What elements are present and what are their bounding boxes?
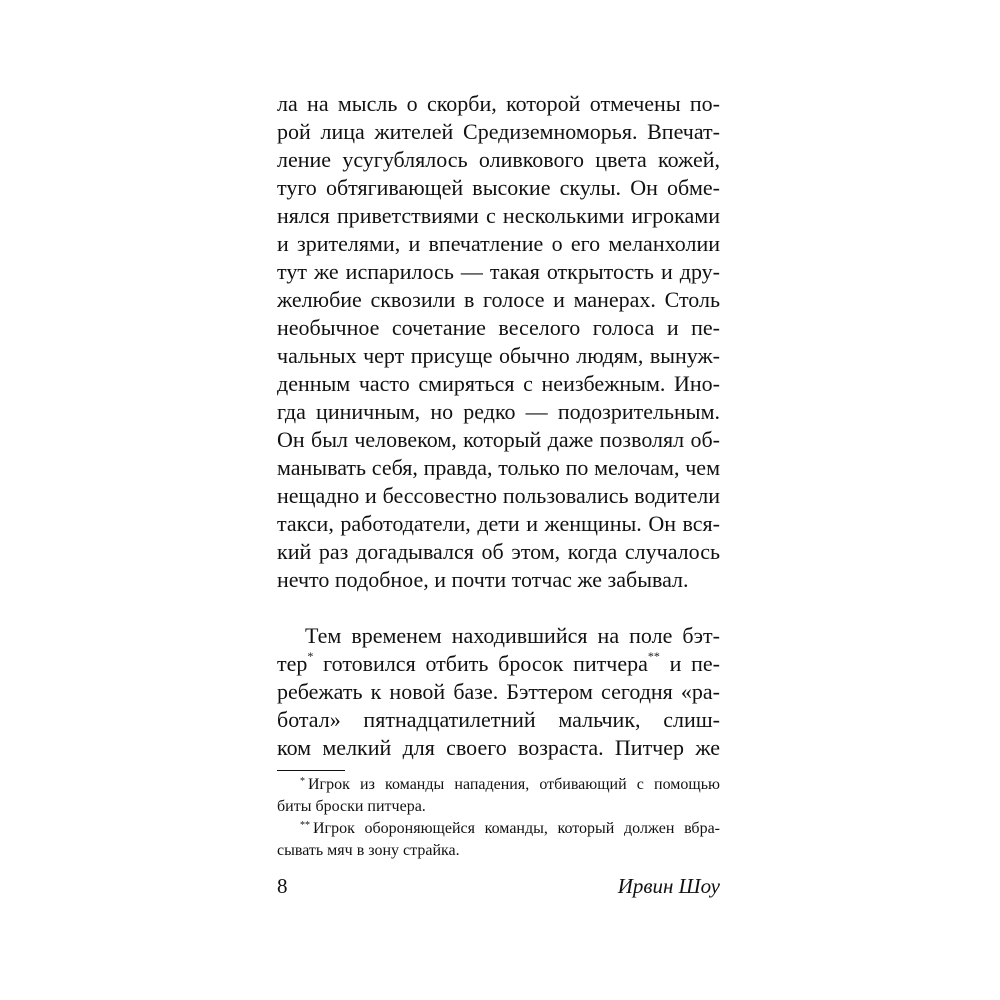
text-line: нещадно и бессовестно пользовались водители — [277, 483, 720, 508]
text-line: Тем временем находившийся на поле бэт- — [305, 623, 720, 648]
page-number: 8 — [277, 874, 288, 898]
text-line: Он был человеком, который даже позволял об- — [277, 427, 720, 452]
text-line-with-footnote-refs — [277, 650, 720, 678]
footnote-ref-2: ** — [647, 648, 660, 663]
text-line: чальных черт присуще обычно людям, вынуж- — [277, 343, 720, 368]
text-line: кий раз догадывался об этом, когда случалось — [277, 539, 720, 564]
footnote-2-mark: ** — [300, 820, 310, 831]
text-line: и зрителями, и впечатление о его меланхолии — [277, 231, 720, 256]
text-line: такси, работодатели, дети и женщины. Он вся- — [277, 511, 720, 536]
text-line: рой лица жителей Средиземноморья. Впечат- — [277, 119, 720, 144]
text-line: ком мелкий для своего возраста. Питчер же — [277, 735, 720, 760]
text-line: желюбие сквозили в голосе и манерах. Столь — [277, 287, 720, 312]
text-fragment: и пе- — [659, 651, 720, 676]
text-line: ботал» пятнадцатилетний мальчик, слиш- — [277, 707, 720, 732]
text-line: ла на мысль о скорби, которой отмечены по- — [277, 91, 720, 116]
footnote-ref-1: * — [307, 648, 314, 663]
footnote-1-text: Игрок из команды нападения, отбивающий с помощью — [308, 776, 720, 793]
footnote-2-text: Игрок обороняющейся команды, который должен вбра- — [313, 820, 720, 837]
footnote-1-line-2: биты броски питчера. — [277, 798, 426, 815]
text-line: тут же испарилось — такая открытость и дру- — [277, 259, 720, 284]
footnote-2-line — [300, 818, 720, 842]
footnote-2-line-2: сывать мяч в зону страйка. — [277, 842, 460, 859]
text-line: гда циничным, но редко — подозрительным. — [277, 399, 720, 424]
footnote-separator — [277, 770, 345, 771]
running-footer-author: Ирвин Шоу — [617, 874, 720, 898]
text-fragment: тер — [277, 651, 308, 676]
text-line: денным часто смиряться с неизбежным. Ино- — [277, 371, 720, 396]
footnote-1-line — [300, 774, 720, 798]
text-line: нечто подобное, и почти тотчас же забывал. — [277, 567, 689, 592]
text-line: необычное сочетание веселого голоса и пе- — [277, 315, 720, 340]
footnote-1-mark: * — [300, 776, 305, 787]
text-line: манывать себя, правда, только по мелочам, чем — [277, 455, 720, 480]
text-line: нялся приветствиями с несколькими игроками — [277, 203, 720, 228]
text-line: ление усугублялось оливкового цвета кожей, — [277, 147, 720, 172]
text-line: ребежать к новой базе. Бэттером сегодня «ра- — [277, 679, 720, 704]
text-line: туго обтягивающей высокие скулы. Он обме- — [277, 175, 720, 200]
text-fragment: готовился отбить бросок питчера — [313, 651, 648, 676]
